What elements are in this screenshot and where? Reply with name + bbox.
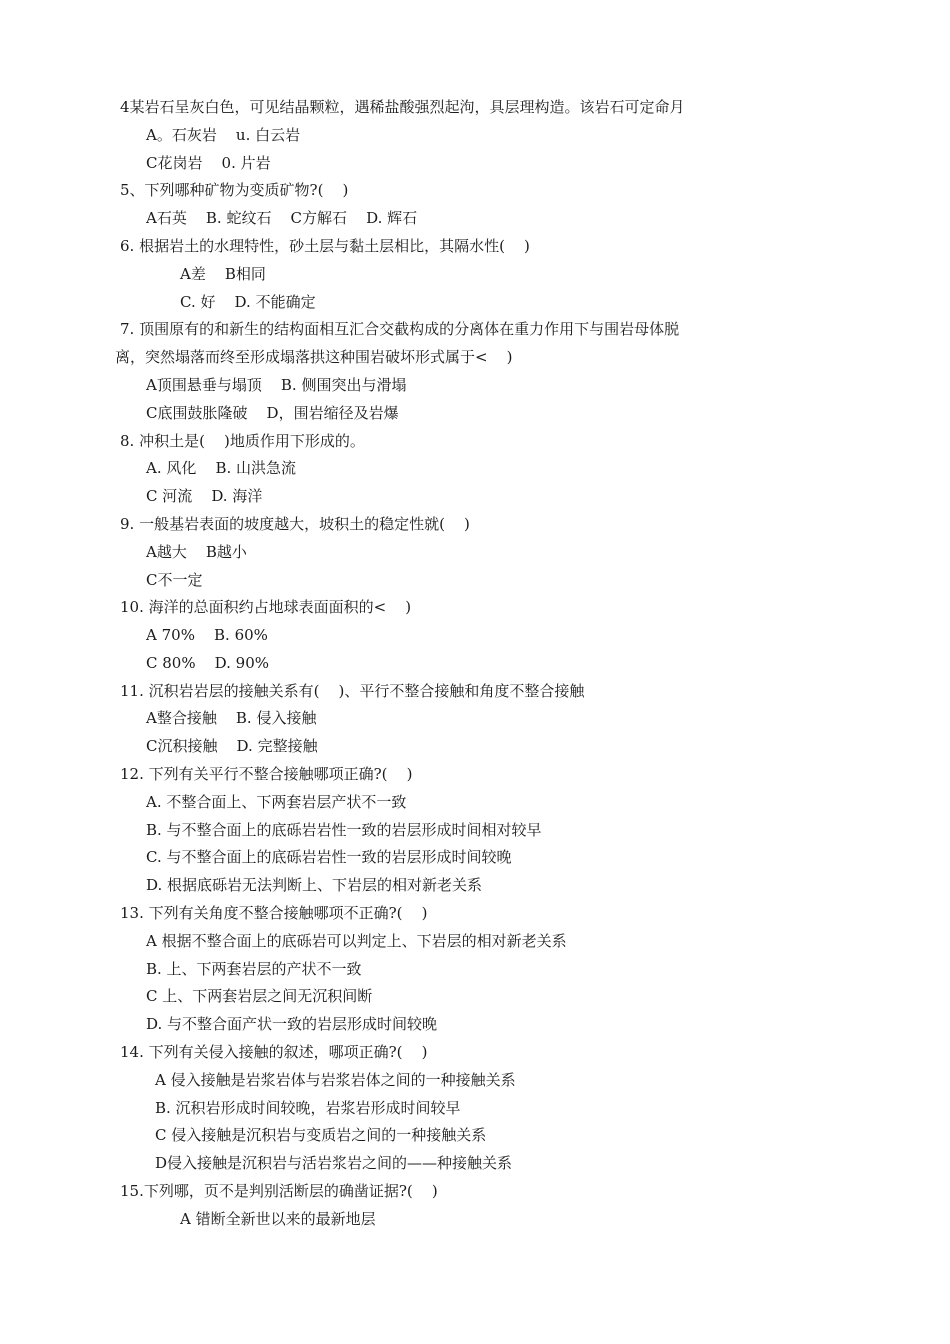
q14-option-b: B. 沉积岩形成时间较晚，岩浆岩形成时间较早 [155,1099,461,1117]
q12-stem: 12. 下列有关平行不整合接触哪项正确?( ) [120,765,413,783]
q11-options-ab: A整合接触 B. 侵入接触 [146,709,317,727]
q8-options-cd: C 河流 D. 海洋 [146,487,263,505]
q14-stem: 14. 下列有关侵入接触的叙述，哪项正确?( ) [120,1043,428,1061]
q12-option-c: C. 与不整合面上的底砾岩岩性一致的岩层形成时间较晚 [146,848,512,866]
q8-stem: 8. 冲积土是( )地质作用下形成的。 [120,432,365,450]
q14-option-a: A 侵入接触是岩浆岩体与岩浆岩体之间的一种接触关系 [155,1071,516,1089]
q9-options-c: C不一定 [146,571,203,589]
q10-options-cd: C 80% D. 90% [146,654,270,672]
q13-option-b: B. 上、下两套岩层的产状不一致 [146,960,362,978]
q4-options-ab: A。石灰岩 u. 白云岩 [146,126,301,144]
q13-option-c: C 上、下两套岩层之间无沉积间断 [146,987,373,1005]
q7-stem-line1: 7. 顶围原有的和新生的结构面相互汇合交截构成的分离体在重力作用下与围岩母体脱 [120,320,680,338]
q9-options-ab: A越大 B越小 [146,543,247,561]
q7-stem-line2: 离，突然塌落而终至形成塌落拱这种围岩破坏形式属于< ) [115,348,513,366]
q11-options-cd: C沉积接触 D. 完整接触 [146,737,318,755]
q13-stem: 13. 下列有关角度不整合接触哪项不正确?( ) [120,904,428,922]
q5-options: A石英 B. 蛇纹石 C方解石 D. 辉石 [146,209,418,227]
q7-options-ab: A顶围悬垂与塌顶 B. 侧围突出与滑塌 [146,376,407,394]
q11-stem: 11. 沉积岩岩层的接触关系有( )、平行不整合接触和角度不整合接触 [120,682,585,700]
q15-stem: 15.下列哪，页不是判别活断层的确凿证据?( ) [120,1182,438,1200]
q10-stem: 10. 海洋的总面积约占地球表面面积的< ) [120,598,412,616]
q14-option-c: C 侵入接触是沉积岩与变质岩之间的一种接触关系 [155,1126,487,1144]
q9-stem: 9. 一般基岩表面的坡度越大，坡积土的稳定性就( ) [120,515,470,533]
q13-option-a: A 根据不整合面上的底砾岩可以判定上、下岩层的相对新老关系 [146,932,567,950]
q5-stem: 5、下列哪种矿物为变质矿物?( ) [120,181,349,199]
q15-option-a: A 错断全新世以来的最新地层 [180,1210,376,1228]
q12-option-d: D. 根据底砾岩无法判断上、下岩层的相对新老关系 [146,876,483,894]
q4-options-cd: C花岗岩 0. 片岩 [146,154,271,172]
q7-options-cd: C底围鼓胀隆破 D，围岩缩径及岩爆 [146,404,399,422]
q6-options-ab: A差 B相同 [180,265,266,283]
q4-stem: 4某岩石呈灰白色，可见结晶颗粒，遇稀盐酸强烈起泃，具层理构造。该岩石可定命月 [120,98,685,116]
q13-option-d: D. 与不整合面产状一致的岩层形成时间较晚 [146,1015,438,1033]
q10-options-ab: A 70% B. 60% [146,626,268,644]
q6-stem: 6. 根据岩土的水理特性，砂土层与黏土层相比，其隔水性( ) [120,237,530,255]
q6-options-cd: C. 好 D. 不能确定 [180,293,316,311]
q12-option-b: B. 与不整合面上的底砾岩岩性一致的岩层形成时间相对较早 [146,821,542,839]
q8-options-ab: A. 风化 B. 山洪急流 [146,459,297,477]
q14-option-d: D侵入接触是沉积岩与活岩浆岩之间的——种接触关系 [155,1154,513,1172]
q12-option-a: A. 不整合面上、下两套岩层产状不一致 [146,793,407,811]
